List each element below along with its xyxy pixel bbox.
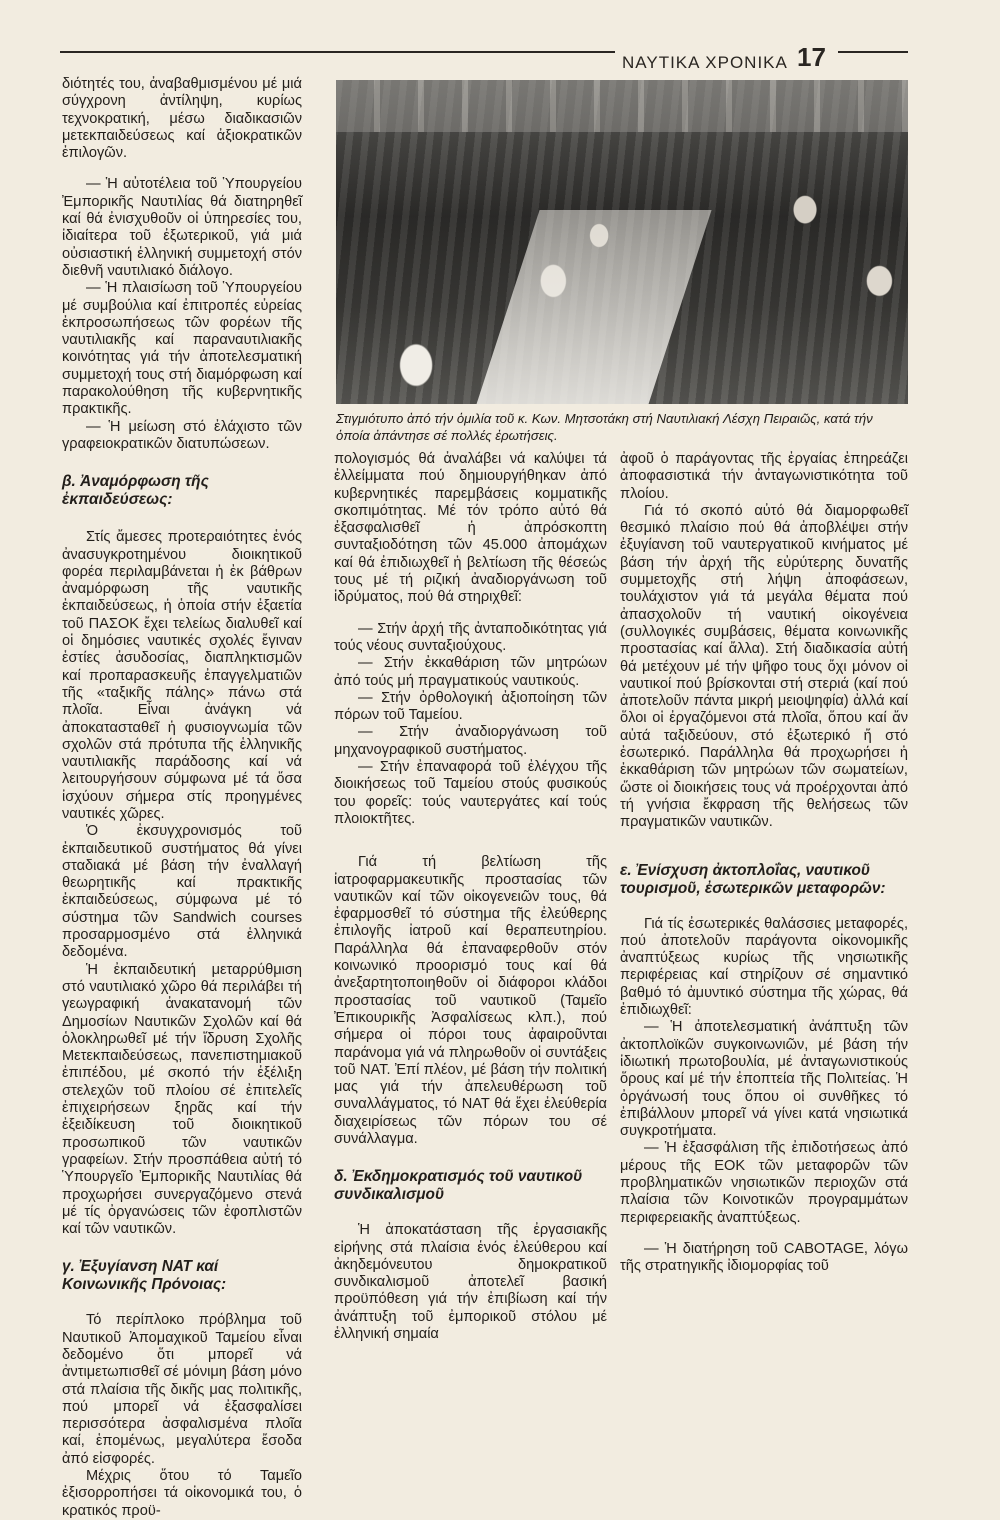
paragraph: Ἡ ἀποκατάσταση τῆς ἐργασιακῆς εἰρήνης στά πλαίσια ἑνός ἐλεύθερου καί ἀκηδεμόνευτου δημοκρατικοῦ συνδικαλισμοῦ ἀποτελεῖ βασική προϋπόθεση γιά τήν ἐπιβίωση καί τήν ἀνάπτυξη τοῦ ἐμπορικοῦ στόλου μέ ἑλληνική σημαία <box>334 1222 607 1343</box>
paragraph: — Ἡ αὐτοτέλεια τοῦ Ὑπουργείου Ἐμπορικῆς Ναυτιλίας θά διατηρηθεῖ καί θά ἐνισχυθοῦν οἱ ὑπηρεσίες του, ἰδιαίτερα τοῦ ἐξωτερικοῦ, γιά μιά οὐσιαστική ἑλληνική συμμετοχή στόν διεθνῆ ναυτιλιακό διάλογο. <box>62 176 302 279</box>
header-rule-left <box>60 51 615 53</box>
paragraph: — Στήν ἀρχή τῆς ἀνταποδικότητας γιά τούς νέους συνταξιούχους. <box>334 620 607 654</box>
paragraph: — Ἡ ἀποτελεσματική ἀνάπτυξη τῶν ἀκτοπλοϊκῶν συγκοινωνιῶν, μέ βάση τήν ἰδιωτική πρωτοβουλία, μέ ἀνταγωνιστικούς ὅρους καί μέ τήν ἐποπτεία τῆς Πολιτείας. Ἡ ὀργάνωσή τους ὅπου οἱ συνθῆκες τό ἐπιβάλλουν μπορεῖ νά γίνει κατά νησιωτικά συγκροτήματα. <box>620 1019 908 1140</box>
paragraph: Στίς ἄμεσες προτεραιότητες ἑνός ἀνασυγκροτημένου διοικητικοῦ φορέα περιλαμβάνεται ἡ ἐκ βάθρων ἀναμόρφωση τῆς ναυτικῆς ἐκπαιδεύσεως, ἡ ὁποία στήν ἑξαετία τοῦ ΠΑΣΟΚ ἔχει τελείως διαλυθεῖ καί οἱ δημόσιες ναυτικές σχολές ἔγιναν ἑστίες ἀσυδοσίας, διαπληκτισμῶν καί προπαρασκευῆς ἐπαγγελματιῶν τῆς «ταξικῆς πάλης» πάνω στά πλοῖα. Εἶναι ἀνάγκη νά ἀποκατασταθεῖ ἡ φυσιογνωμία τῶν σχολῶν στά πρότυπα τῆς ἑλληνικῆς ναυτιλιακῆς παράδοσης καί νά λειτουργήσουν σύμφωνα μέ τά ὅσα ἰσχύουν σήμερα στίς προηγμένες ναυτικές χῶρες. <box>62 529 302 822</box>
paragraph: — Ἡ πλαισίωση τοῦ Ὑπουργείου μέ συμβούλια καί ἐπιτροπές εὐρείας ἐκπροσωπήσεως τῶν φορέων τῆς ναυτιλιακῆς καί παραναυτιλιακῆς κοινότητας γιά τήν ἀποτελεσματική συμμετοχή τους στή διαμόρφωση καί παρακολούθηση τῆς κυβερνητικῆς πρακτικῆς. <box>62 280 302 418</box>
paragraph: Γιά τό σκοπό αὐτό θά διαμορφωθεῖ θεσμικό πλαίσιο πού θά ἀποβλέψει στήν ἐξυγίανση τοῦ ναυτεργατικοῦ κινήματος μέ βάση τήν ἀρχή τῆς εὐρύτερης δυνατῆς συμμετοχῆς στή λήψη ἀποφάσεων, τουλάχιστον γιά τά μεγάλα θέματα πού ἀπασχολοῦν τή ναυτική οἰκογένεια (συλλογικές συμβάσεις, θέματα κοινωνικῆς προστασίας καί ἄλλα). Στή διαδικασία αὐτή θά μετέχουν μέ τήν ψῆφο τους ὄχι μόνον οἱ ναυτικοί πού βρίσκονται στή στεριά (καί πού ἀποτελοῦν πάντα μικρή μειοψηφία) ἀλλά καί ὅλοι οἱ ἐργαζόμενοι στά πλοῖα, ὅπου καί ἄν αὐτά ταξιδεύουν, στό ἐξωτερικό ἤ στό ἐσωτερικό. Παράλληλα θά προχωρήσει ἡ ἐκκαθάριση τῶν μητρώων τῶν σωματείων, ὥστε οἱ διοικήσεις τους νά προέρχονται ἀπό τή γνήσια ἔκφραση τῆς θελήσεως τῶν πραγματικῶν ναυτικῶν. <box>620 502 908 831</box>
paragraph: — Στήν ἐπαναφορά τοῦ ἐλέγχου τῆς διοικήσεως τοῦ Ταμείου στούς φυσικούς του φορεῖς: τούς ναυτεργάτες καί τούς πλοιοκτῆτες. <box>334 759 607 827</box>
paragraph: — Στήν ὀρθολογική ἀξιοποίηση τῶν πόρων τοῦ Ταμείου. <box>334 689 607 724</box>
paragraph: — Στήν ἐκκαθάριση τῶν μητρώων ἀπό τούς μή πραγματικούς ναυτικούς. <box>334 655 607 689</box>
banquet-photo <box>336 80 908 404</box>
page-number: 17 <box>797 42 826 72</box>
section-heading-b: β. Ἀναμόρφωση τῆς ἐκπαιδεύσεως: <box>62 473 209 509</box>
paragraph: Τό περίπλοκο πρόβλημα τοῦ Ναυτικοῦ Ἀπομαχικοῦ Ταμείου εἶναι δεδομένο ὅτι μπορεῖ νά ἀντιμετωπισθεῖ σέ μόνιμη βάση μόνο στά πλαίσια τῆς δικῆς μας πολιτικῆς, πού μπορεῖ νά ἐξασφαλίσει περισσότερα ἀσφαλισμένα πλοῖα καί, ἑπομένως, μεγαλύτερα ἔσοδα ἀπό εἰσφορές. <box>62 1312 302 1467</box>
paragraph: — Ἡ ἐξασφάλιση τῆς ἐπιδοτήσεως ἀπό μέρους τῆς ΕΟΚ τῶν μεταφορῶν τῶν προβληματικῶν νησιωτικῶν περιοχῶν στά πλαίσια τῶν Κοινοτικῶν προγραμμάτων περιφερειακῆς ἀναπτύξεως. <box>620 1140 908 1226</box>
paragraph: — Ἡ μείωση στό ἐλάχιστο τῶν γραφειοκρατικῶν διατυπώσεων. <box>62 418 302 452</box>
paragraph: Γιά τίς ἐσωτερικές θαλάσσιες μεταφορές, πού ἀποτελοῦν παράγοντα οἰκονομικῆς ἀναπτύξεως κυρίως τῆς νησιωτικῆς περιφέρειας καί στηρίζουν σέ σημαντικό βαθμό τό ἀμυντικό σύστημα τῆς χώρας, θά ἐπιδιωχθεῖ: <box>620 915 908 1019</box>
paragraph: — Ἡ διατήρηση τοῦ CABOTAGE, λόγω τῆς στρατηγικῆς ἰδιομορφίας τοῦ <box>620 1240 908 1275</box>
paragraph: Μέχρις ὅτου τό Ταμεῖο ἐξισορροπήσει τά οἰκονομικά του, ὁ κρατικός προϋ- <box>62 1468 302 1519</box>
section-heading-e: ε. Ἐνίσχυση ἀκτοπλοΐας, ναυτικοῦ τουρισμοῦ, ἐσωτερικῶν μεταφορῶν: <box>620 861 886 897</box>
photo-caption: Στιγμιότυπο ἀπό τήν ὁμιλία τοῦ κ. Κων. Μητσοτάκη στή Ναυτιλιακή Λέσχη Πειραιῶς, κατά τήν ὁποία ἀπάντησε σέ πολλές ἐρωτήσεις. <box>336 411 873 443</box>
paragraph: Ὁ ἐκσυγχρονισμός τοῦ ἐκπαιδευτικοῦ συστήματος θά γίνει σταδιακά μέ βάση τήν ἐναλλαγή θεωρητικῆς καί πρακτικῆς ἐκπαιδεύσεως, σύμφωνα μέ τό σύστημα τῶν Sandwich courses προσαρμοσμένο στά ἑλληνικά δεδομένα. <box>62 823 302 961</box>
column-middle <box>334 451 607 1343</box>
paragraph: ἀφοῦ ὁ παράγοντας τῆς ἐργαίας ἐπηρεάζει ἀποφασιστικά τήν ἀνταγωνιστικότητα τοῦ πλοίου. <box>620 451 908 502</box>
column-left <box>62 76 302 1520</box>
paragraph: Γιά τή βελτίωση τῆς ἰατροφαρμακευτικῆς προστασίας τῶν ναυτικῶν καί τῶν οἰκογενειῶν τους, θά ἐφαρμοσθεῖ τό σύστημα τῆς ἐλεύθερης ἐπιλογῆς ἰατροῦ καί θεραπευτηρίου. Παράλληλα θά ἐπαναφερθοῦν στόν κοινωνικό προορισμό τους καί θά ἀνεξαρτητοποιηθοῦν οἱ διάφοροι κλάδοι προστασίας τοῦ ναυτικοῦ (Ταμεῖο Ἐπικουρικῆς Ἀσφαλίσεως κλπ.), πού σήμερα οἱ πόροι τους ἀφαιροῦνται παράνομα γιά νά πληρωθοῦν οἱ συντάξεις τοῦ ΝΑΤ. Ἐπί πλέον, μέ βάση τήν πολιτική μας γιά τήν ἀπελευθέρωση τοῦ συναλλάγματος, τό ΝΑΤ θά ἔχει ἐλεύθερία διαχειρίσεως τῶν πόρων του σέ συνάλλαγμα. <box>334 854 607 1147</box>
paragraph: Ἡ ἐκπαιδευτική μεταρρύθμιση στό ναυτιλιακό χῶρο θά περιλάβει τή γεωγραφική ἀνακατανομή τῶν Δημοσίων Ναυτικῶν Σχολῶν καί θά ὁλοκληρωθεῖ μέ τήν ἵδρυση Σχολῆς Μετεκπαιδεύσεως, πανεπιστημιακοῦ ἐπιπέδου, μέ σκοπό τήν ἐξέλιξη στελεχῶν τοῦ πλοίου σέ ἐπιτελεῖς ἐπιχειρήσεων ξηρᾶς καί τήν ἐξειδίκευση τοῦ διοικητικοῦ προσωπικοῦ τῶν ναυτικῶν γραφείων. Στήν προσπάθεια αὐτή τό Ὑπουργεῖο Ἐμπορικῆς Ναυτιλίας θά προχωρήσει συνεργαζόμενο στενά μέ τίς ὀργανώσεις τῶν ἐφοπλιστῶν καί τῶν ναυτικῶν. <box>62 961 302 1238</box>
photo-ceiling-lights <box>336 80 908 132</box>
header-rule-right <box>838 51 908 53</box>
column-right <box>620 451 908 1275</box>
paragraph: διότητές του, ἀναβαθμισμένου μέ μιά σύγχρονη ἀντίληψη, κυρίως τεχνοκρατική, μέσω διαδικασιῶν μετεκπαιδεύσεως καί ἀξιοκρατικῶν ἐπιλογῶν. <box>62 76 302 162</box>
section-heading-d: δ. Ἐκδημοκρατισμός τοῦ ναυτικοῦ συνδικαλισμοῦ <box>334 1168 583 1204</box>
paragraph: πολογισμός θά ἀναλάβει νά καλύψει τά ἐλλείμματα πού δημιουργήθηκαν ἀπό κυβερνητικές παρεμβάσεις κομματικῆς σκοπιμότητας. Μέ τόν τρόπο αὐτό θά ἐξασφαλισθεῖ ἡ ἀπρόσκοπτη συνταξιοδότηση τῶν 45.000 ἀπομάχων καί θά ἐπιδιωχθεῖ ἡ βελτίωση τῆς θέσεώς τους μέ τή ριζική ἀναδιοργάνωση τοῦ ἱδρύματος, πού θά στηριχθεῖ: <box>334 451 607 606</box>
paragraph: — Στήν ἀναδιοργάνωση τοῦ μηχανογραφικοῦ συστήματος. <box>334 724 607 758</box>
photo-banquet-tables <box>476 210 711 404</box>
section-heading-g: γ. Ἐξυγίανση ΝΑΤ καί Κοινωνικῆς Πρόνοιας: <box>62 1258 227 1294</box>
running-title: ΝΑΥΤΙΚΑ ΧΡΟΝΙΚΑ <box>622 53 788 72</box>
